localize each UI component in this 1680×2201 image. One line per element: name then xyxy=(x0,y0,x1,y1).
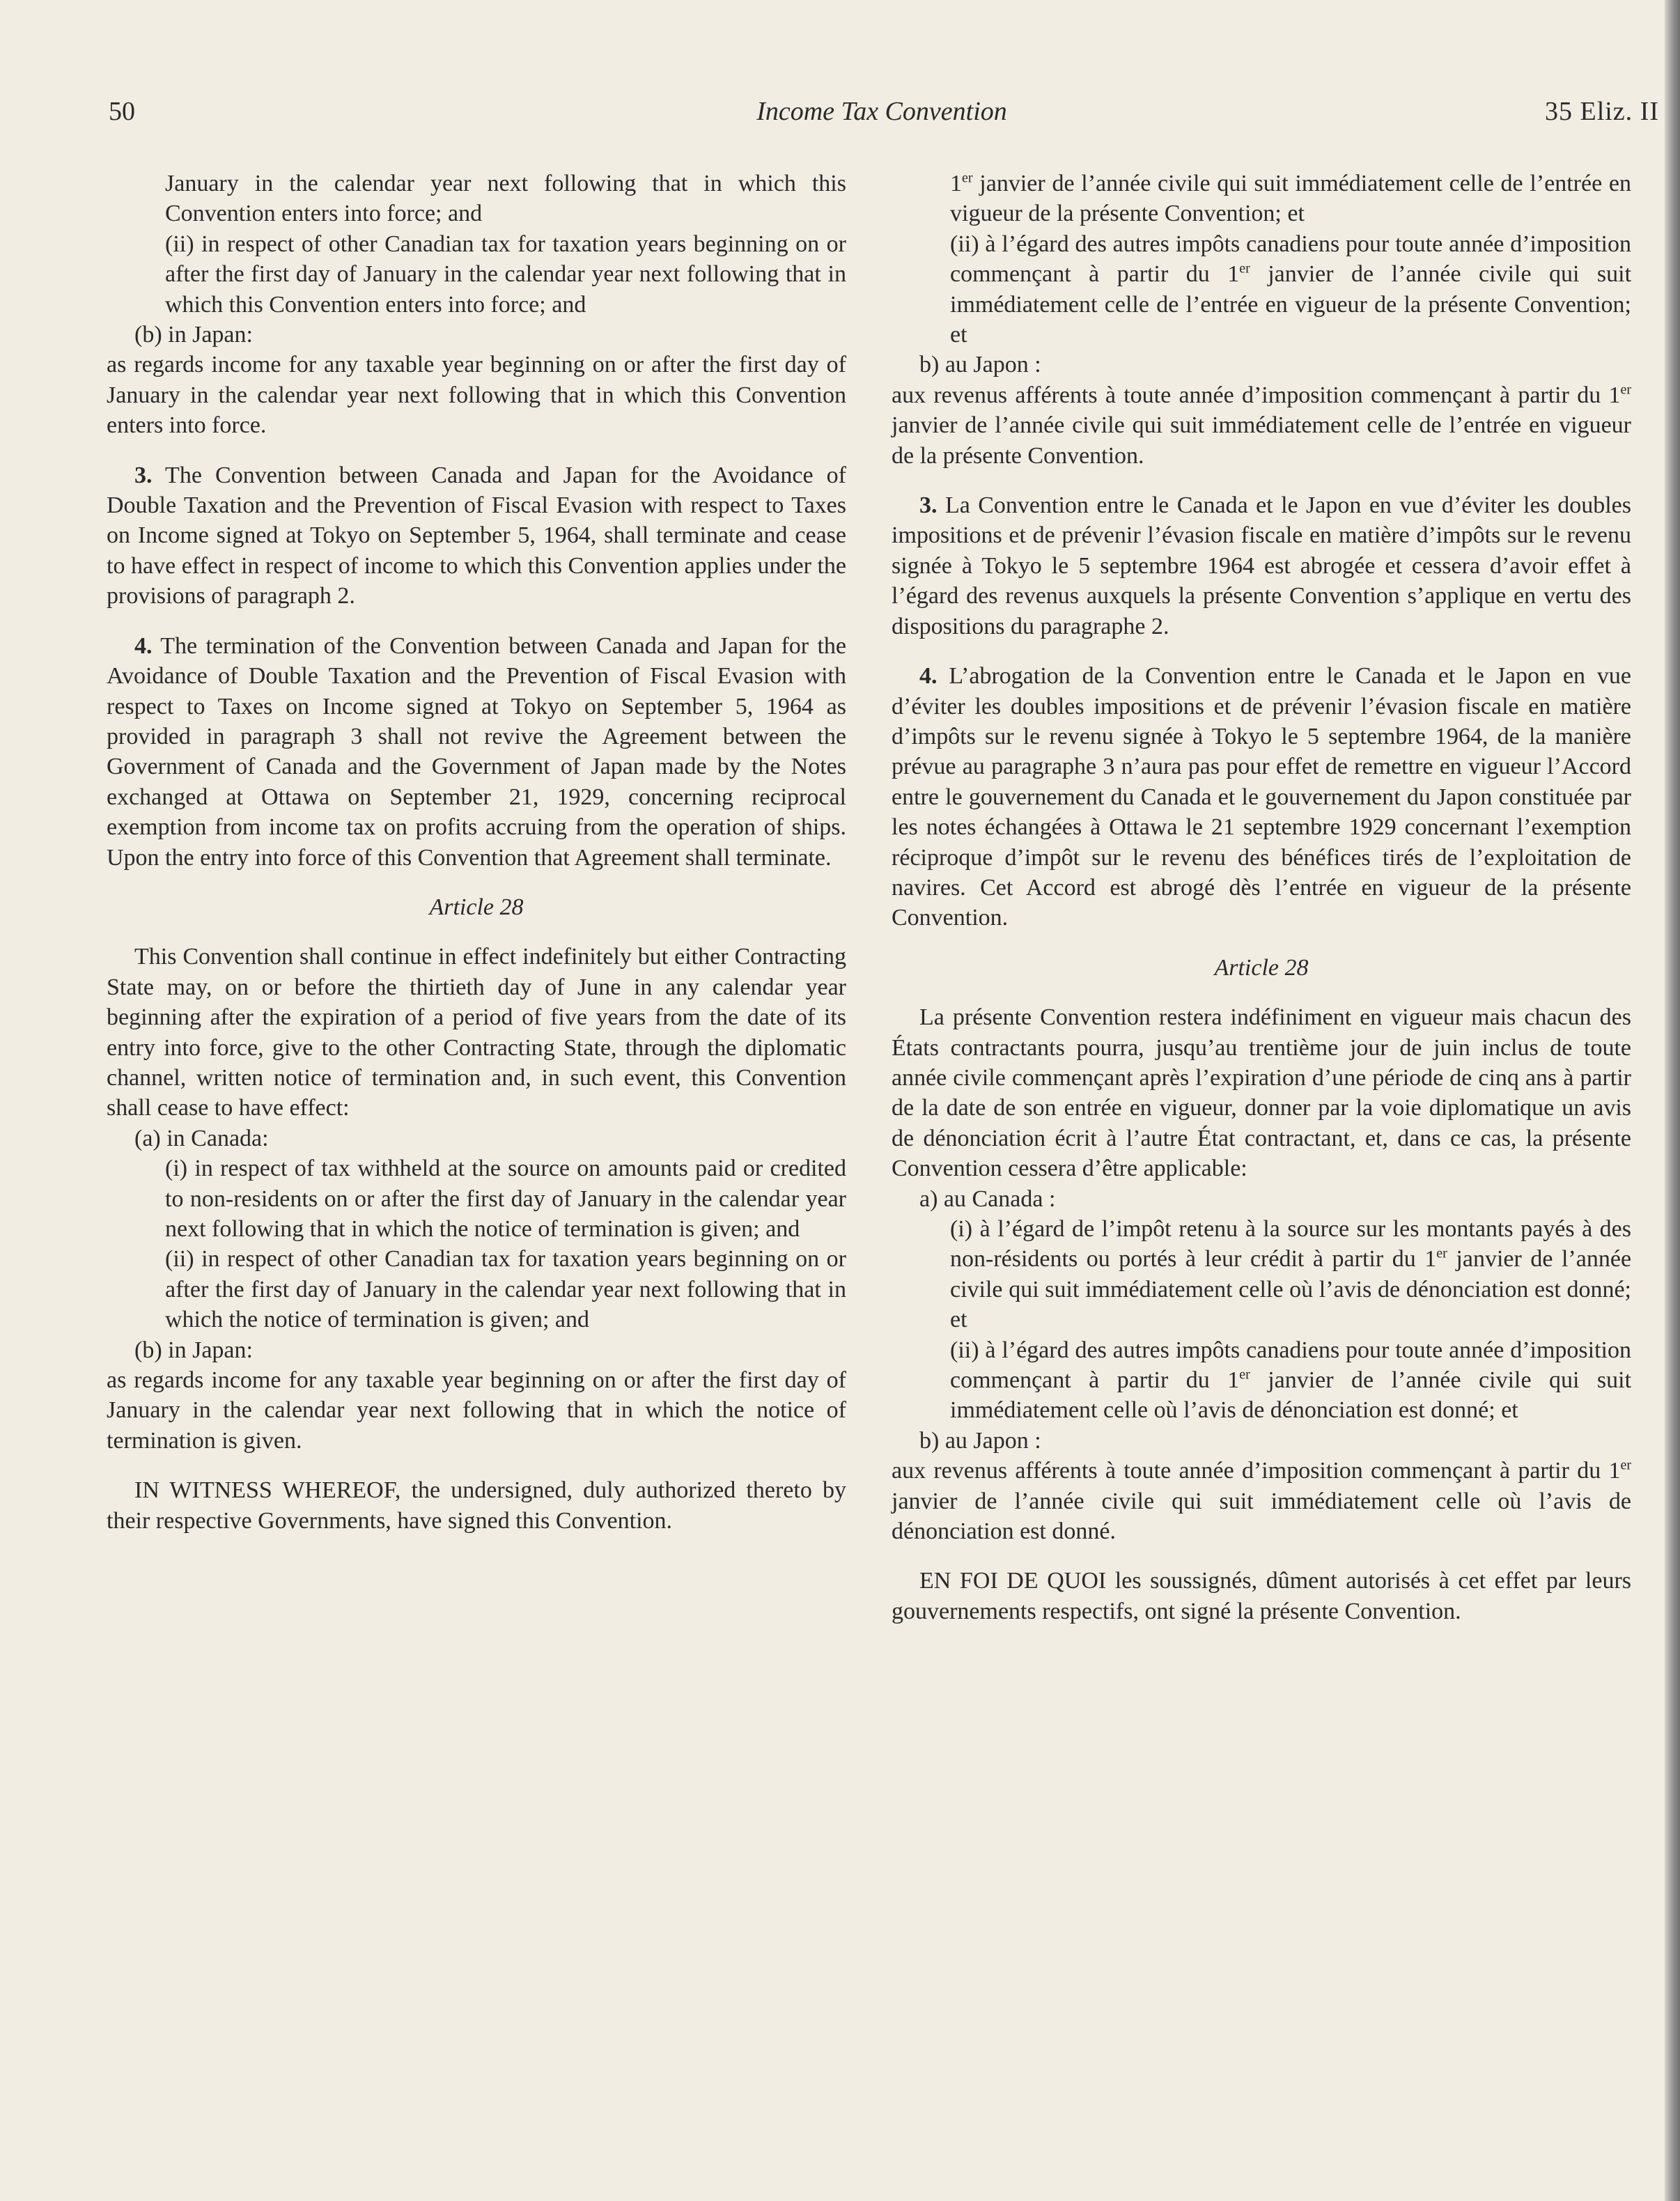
page-header xyxy=(104,96,1659,138)
en-a28-a-i: (i) in respect of tax withheld at the source on amounts paid or credited to non-residents on or after the first day of January in the calendar year next following that in which the notice of termination is given; and xyxy=(165,1156,846,1242)
page-edge-shadow xyxy=(1665,0,1680,2201)
fr-a28-a-ii: (ii) à l’égard des autres impôts canadiens pour toute année d’imposition commençant à partir du 1er janvier de l’année civile qui suit immédiatement celle où l’avis de dénonciation est donné; et xyxy=(950,1337,1632,1424)
english-column xyxy=(107,169,846,1536)
en-p2-a-i-continued: January in the calendar year next following that in which this Convention enters into force; and xyxy=(165,171,846,227)
en-a28-b-text: as regards income for any taxable year beginning on or after the first day of January in the calendar year next following that in which the notice of termination is given. xyxy=(107,1367,846,1454)
en-p2-a-ii: (ii) in respect of other Canadian tax for taxation years beginning on or after the first day of January in the calendar year next following that in which this Convention enters into force; and xyxy=(165,231,846,318)
en-p3-text: The Convention between Canada and Japan for the Avoidance of Double Taxation and the Prevention of Fiscal Evasion with respect to Taxes on Income signed at Tokyo on September 5, 1964, shall terminate and cease to have effect in respect of income to which this Convention applies under the provisions of paragraph 2. xyxy=(107,462,847,609)
en-p3-number: 3. xyxy=(134,462,153,488)
en-witness-clause: IN WITNESS WHEREOF, the undersigned, duly authorized thereto by their respective Governments, have signed this Convention. xyxy=(107,1477,846,1534)
fr-witness-clause: EN FOI DE QUOI les soussignés, dûment autorisés à cet effet par leurs gouvernements respectifs, ont signé la présente Convention. xyxy=(892,1568,1631,1624)
en-article-28-text: This Convention shall continue in effect indefinitely but either Contracting State may, on or before the thirtieth day of June in any calendar year beginning after the expiration of a period of five years from the date of its entry into force, give to the other Contracting State, through the diplomatic channel, written notice of termination and, in such event, this Convention shall cease to have effect: xyxy=(107,944,846,1121)
en-p2-b-label: (b) in Japan: xyxy=(134,322,253,348)
fr-article-28-text: La présente Convention restera indéfiniment en vigueur mais chacun des États contractants pourra, jusqu’au trentième jour de juin inclus de toute année civile commençant après l’expiration d’une période de cinq ans à partir de la date de son entrée en vigueur, donner par la voie diplomatique un avis de dénonciation écrit à l’autre État contractant, et, dans ce cas, la présente Convention cessera d’être applicable: xyxy=(892,1004,1631,1182)
en-a28-a-label: (a) in Canada: xyxy=(134,1125,269,1151)
fr-paragraph-3: 3. La Convention entre le Canada et le Japon en vue d’éviter les doubles impositions et de prévenir l’évasion fiscale en matière d’impôts sur le revenu signée à Tokyo le 5 septembre 1964 est abrogée et cessera d’avoir effet à l’égard des revenus auxquels la présente Convention s’applique en vertu des dispositions du paragraphe 2. xyxy=(892,492,1632,639)
en-article-heading: Article 28 xyxy=(429,894,524,920)
en-p4-text: The termination of the Convention between Canada and Japan for the Avoidance of Double Taxation and the Prevention of Fiscal Evasion with respect to Taxes on Income signed at Tokyo on September 5, 1964 as provided in paragraph 3 shall not revive the Agreement between the Government of Canada and the Government of Japan made by the Notes exchanged at Ottawa on September 21, 1929, concerning reciprocal exemption from income tax on profits accruing from the operation of ships. Upon the entry into force of this Convention that Agreement shall terminate. xyxy=(107,632,846,871)
en-paragraph-3 xyxy=(107,460,846,612)
running-title: Income Tax Convention xyxy=(756,97,1007,126)
fr-p2-a-i-continued: 1er janvier de l’année civile qui suit immédiatement celle de l’entrée en vigueur de la présente Convention; et xyxy=(950,170,1632,227)
fr-p2-b-text: aux revenus afférents à toute année d’imposition commençant à partir du 1er janvier de l’année civile qui suit immédiatement celle de l’entrée en vigueur de la présente Convention. xyxy=(892,382,1632,469)
fr-a28-b-label: b) au Japon : xyxy=(919,1427,1041,1454)
fr-a28-a-label: a) au Canada : xyxy=(919,1185,1056,1212)
page-number: 50 xyxy=(109,97,135,126)
en-paragraph-4 xyxy=(107,631,846,873)
fr-p2-b-label: b) au Japon : xyxy=(919,352,1041,378)
fr-a28-b-text: aux revenus afférents à toute année d’imposition commençant à partir du 1er janvier de l’année civile qui suit immédiatement celle où l’avis de dénonciation est donné. xyxy=(892,1457,1632,1545)
en-a28-b-label: (b) in Japan: xyxy=(134,1337,253,1363)
fr-article-heading: Article 28 xyxy=(1214,954,1309,981)
fr-p2-a-ii: (ii) à l’égard des autres impôts canadiens pour toute année d’imposition commençant à partir du 1er janvier de l’année civile qui suit immédiatement celle de l’entrée en vigueur de la présente Convention; et xyxy=(950,231,1632,348)
french-column xyxy=(892,169,1631,1626)
fr-a28-a-i: (i) à l’égard de l’impôt retenu à la source sur les montants payés à des non-résidents ou portés à leur crédit à partir du 1er janvier de l’année civile qui suit immédiatement celle où l’avis de dénonciation est donné; et xyxy=(950,1216,1632,1333)
en-p2-b-text: as regards income for any taxable year beginning on or after the first day of January in the calendar year next following that in which this Convention enters into force. xyxy=(107,352,846,439)
en-p4-number: 4. xyxy=(134,632,153,659)
regnal-year: 35 Eliz. II xyxy=(1544,97,1659,126)
en-a28-a-ii: (ii) in respect of other Canadian tax for taxation years beginning on or after the first day of January in the calendar year next following that in which the notice of termination is given; and xyxy=(165,1246,846,1333)
fr-paragraph-4: 4. L’abrogation de la Convention entre le Canada et le Japon en vue d’éviter les doubles impositions et de prévenir l’évasion fiscale en matière d’impôts sur le revenu signée à Tokyo le 5 septembre 1964, de la manière prévue au paragraphe 3 n’aura pas pour effet de remettre en vigueur l’Accord entre le gouvernement du Canada et le gouvernement du Japon constituée par les notes échangées à Ottawa le 21 septembre 1929 concernant l’exemption réciproque d’impôt sur le revenu des bénéfices tirés de l’exploitation de navires. Cet Accord est abrogé dès l’entrée en vigueur de la présente Convention. xyxy=(892,663,1632,931)
